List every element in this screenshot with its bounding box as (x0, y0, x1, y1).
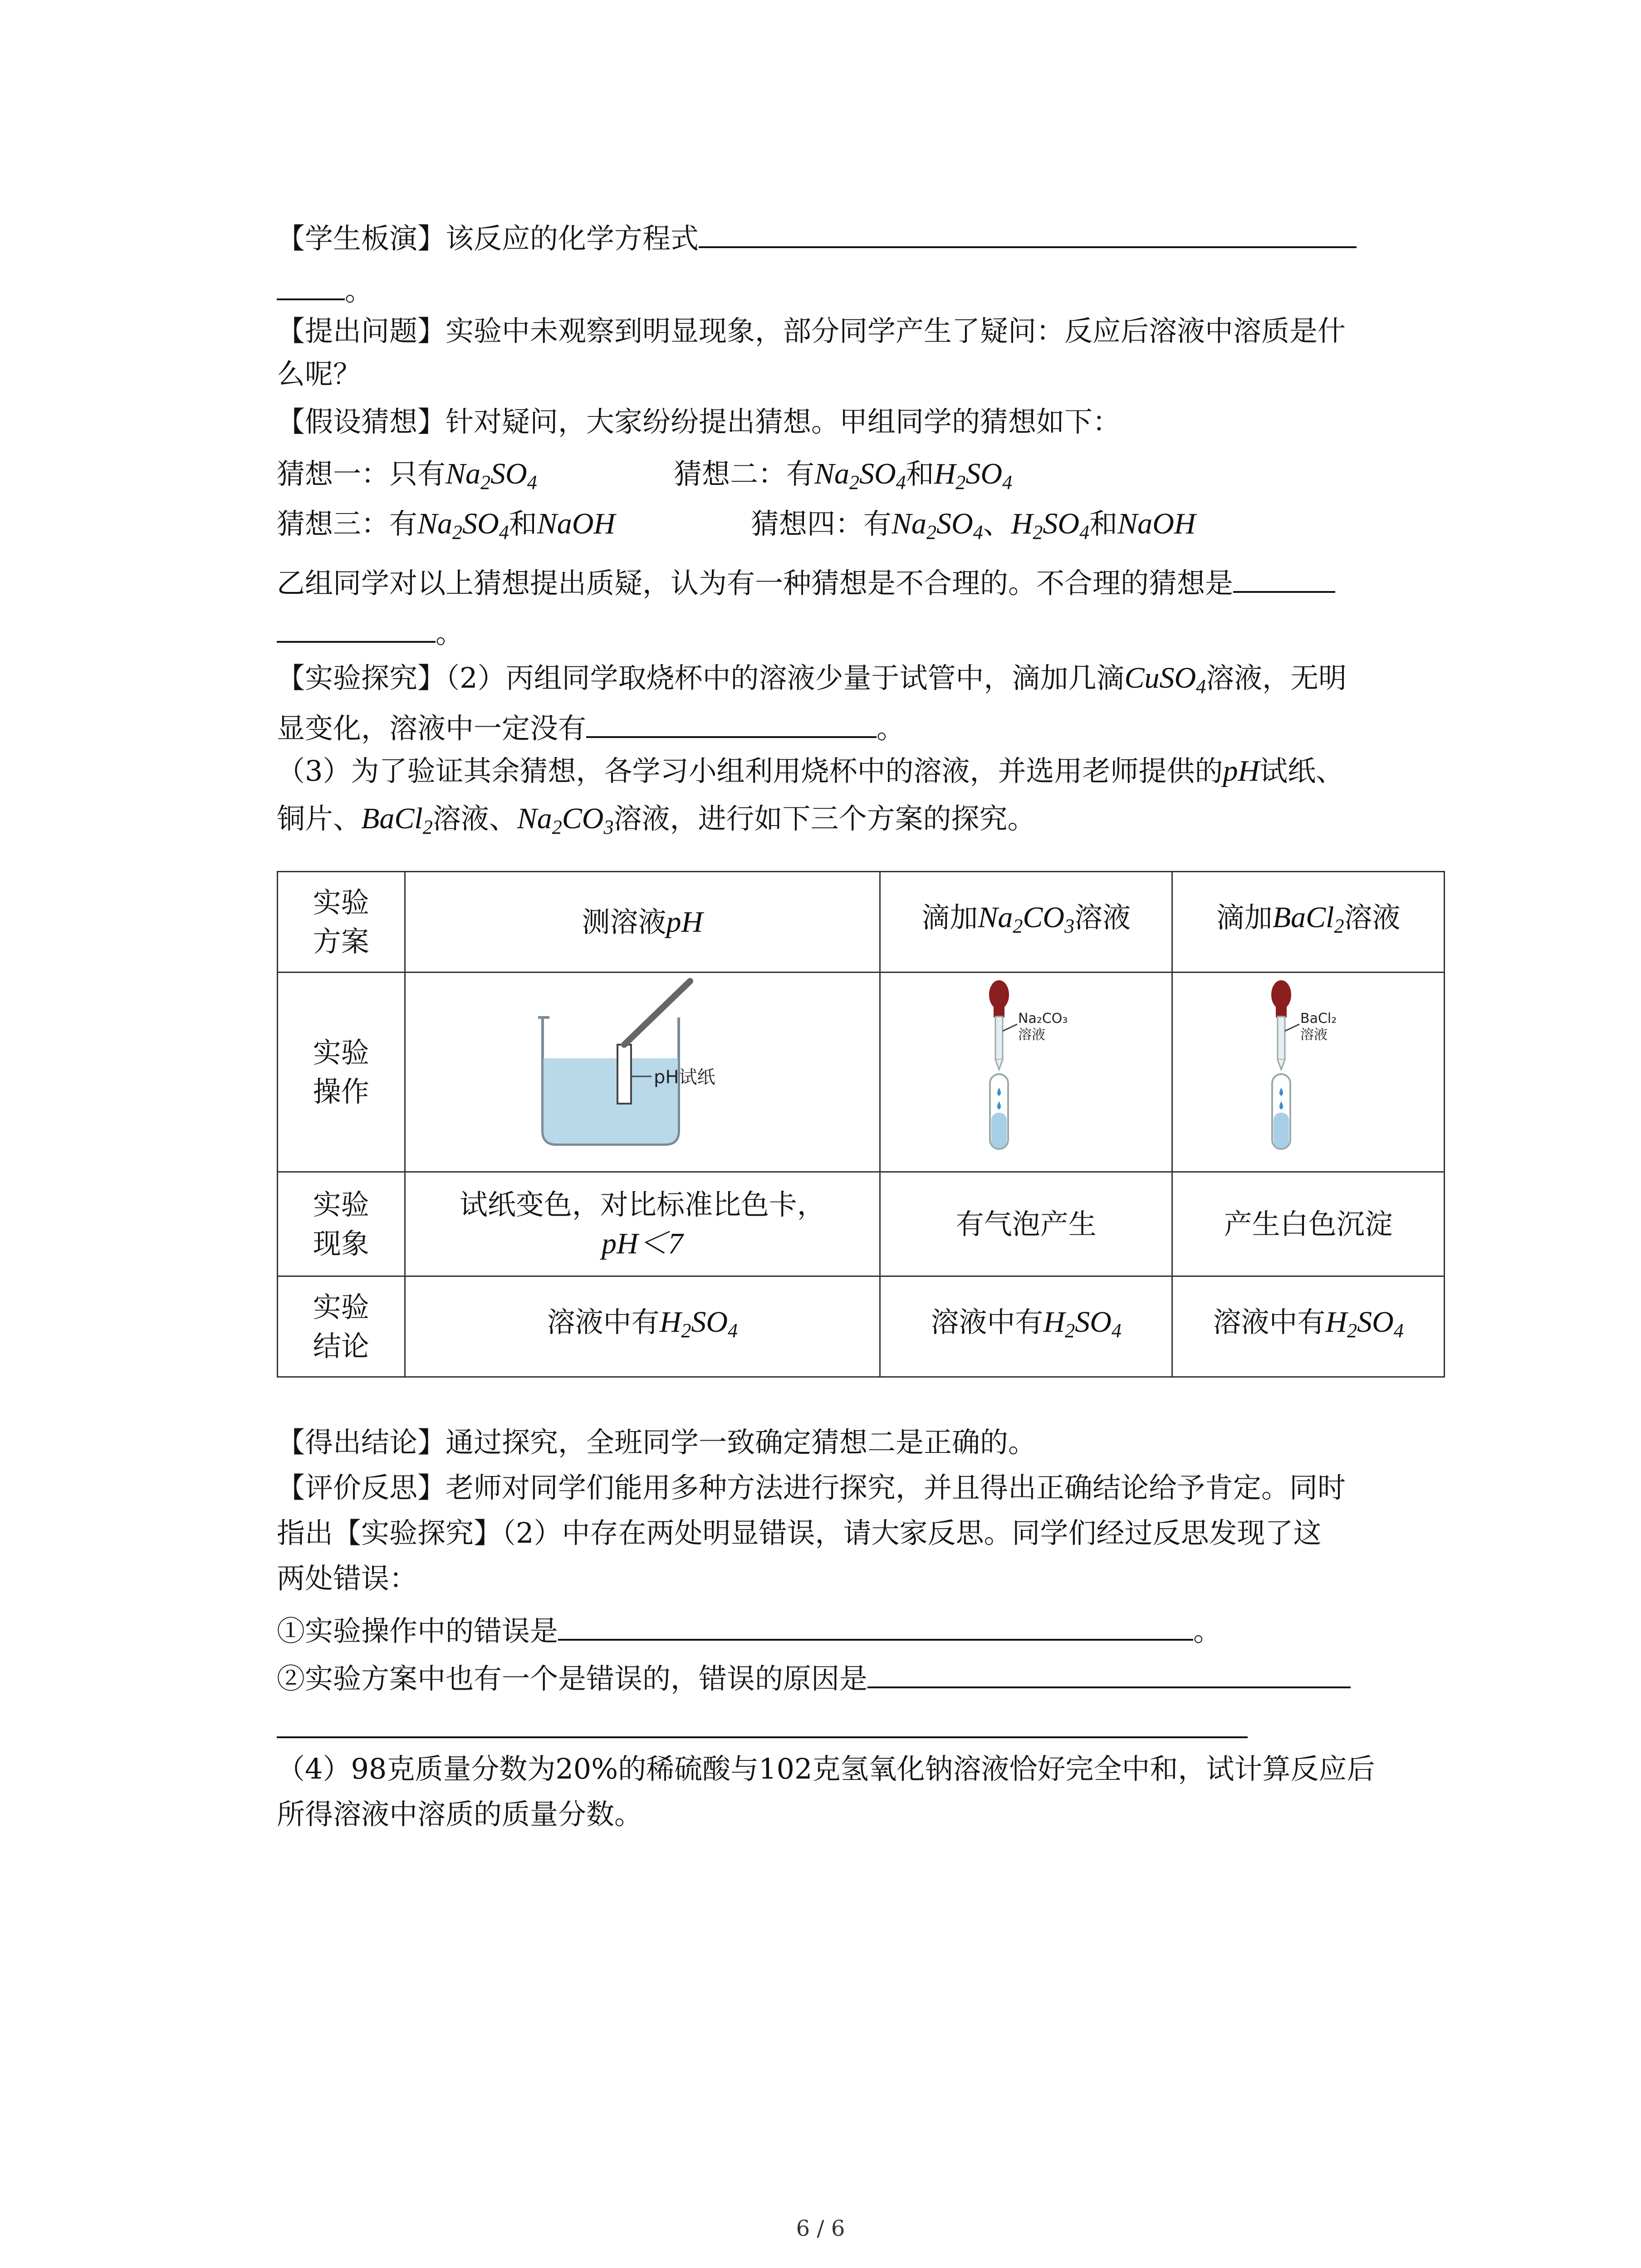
bacl2-dropper-illustration (1172, 973, 1445, 1172)
table-row (278, 973, 1445, 1172)
beaker-icon (515, 977, 769, 1158)
table-row (278, 872, 1445, 973)
explore-line-1: 【实验探究】（2）丙组同学取烧杯中的溶液少量于试管中，滴加几滴CuSO$_4$溶液，无明 (277, 661, 1347, 698)
scheme-error-blank-cont[interactable] (277, 1710, 1248, 1738)
scheme-error-line-2 (277, 1710, 1248, 1747)
svg-text:Na₂CO₃: Na₂CO₃ (1018, 1010, 1068, 1026)
row-header-operation: 实验 操作 (278, 973, 405, 1172)
scheme-line-1: （3）为了验证其余猜想，各学习小组利用烧杯中的溶液，并选用老师提供的pH试纸、 (277, 754, 1344, 787)
svg-text:溶液: 溶液 (1300, 1026, 1327, 1043)
absent-substance-blank[interactable] (586, 710, 877, 738)
reflection-line-2: 指出【实验探究】（2）中存在两处明显错误，请大家反思。同学们经过反思发现了这 (277, 1516, 1322, 1549)
row-header-scheme: 实验 方案 (278, 872, 405, 973)
unreasonable-guess-blank-cont[interactable] (277, 615, 436, 643)
reflection-line-3: 两处错误： (277, 1562, 418, 1595)
phenomenon-ph: 试纸变色，对比标准比色卡， pH＜7 (405, 1172, 880, 1276)
unreasonable-guess-blank[interactable] (1233, 565, 1335, 593)
doubt-line: 乙组同学对以上猜想提出质疑，认为有一种猜想是不合理的。不合理的猜想是 (277, 565, 1335, 601)
conclusion-line: 【得出结论】通过探究，全班同学一致确定猜想二是正确的。 (277, 1426, 1037, 1459)
scheme-na2co3: 滴加$Na_2CO_3$溶液 (880, 872, 1172, 973)
question-line-1: 【提出问题】实验中未观察到明显现象，部分同学产生了疑问：反应后溶液中溶质是什 (277, 314, 1346, 347)
explore-line-2: 显变化，溶液中一定没有 。 (277, 710, 905, 747)
phenomenon-na2co3: 有气泡产生 (880, 1172, 1172, 1276)
reflection-line-1: 【评价反思】老师对同学们能用多种方法进行探究，并且得出正确结论给予肯定。同时 (277, 1471, 1346, 1504)
calc-line-1: （4）98克质量分数为20%的稀硫酸与102克氢氧化钠溶液恰好完全中和，试计算反应后 (277, 1752, 1375, 1785)
dropper-tube-icon (1240, 977, 1376, 1158)
equation-answer-blank-cont[interactable] (277, 272, 345, 300)
ph-test-illustration (405, 973, 880, 1172)
dropper-tube-icon (958, 977, 1094, 1158)
guess-3: 猜想三：有$Na_2SO_4$和NaOH (277, 507, 616, 543)
equation-answer-blank[interactable] (699, 220, 1357, 248)
question-line-2: 么呢？ (277, 357, 362, 391)
table-row (278, 1172, 1445, 1276)
svg-text:pH试纸: pH试纸 (653, 1066, 715, 1088)
guess-1: 猜想一：只有$Na_2SO_4$ (277, 457, 537, 494)
row-header-conclusion: 实验 结论 (278, 1276, 405, 1377)
conclusion-na2co3: 溶液中有$H_2SO_4$ (880, 1276, 1172, 1377)
svg-text:BaCl₂: BaCl₂ (1300, 1010, 1337, 1026)
scheme-line-2: 铜片、BaCl$_2$溶液、$Na_2CO_3$溶液，进行如下三个方案的探究。 (277, 802, 1036, 838)
doubt-line-2: 。 (277, 615, 464, 651)
scheme-error-blank[interactable] (867, 1660, 1351, 1688)
row-header-phenomenon: 实验 现象 (278, 1172, 405, 1276)
conclusion-bacl2: 溶液中有$H_2SO_4$ (1172, 1276, 1445, 1377)
operation-error-blank[interactable] (558, 1613, 1193, 1641)
experiment-table (277, 871, 1445, 1378)
guess-2: 猜想二：有$Na_2SO_4$和$H_2SO_4$ (674, 457, 1013, 494)
hypothesis-intro: 【假设猜想】针对疑问，大家纷纷提出猜想。甲组同学的猜想如下： (277, 405, 1121, 438)
na2co3-dropper-illustration (880, 973, 1172, 1172)
student-demo-line-2: 。 (277, 272, 373, 309)
student-demo-line: 【学生板演】该反应的化学方程式 (277, 220, 1357, 257)
scheme-bacl2: 滴加BaCl$_2$溶液 (1172, 872, 1445, 973)
conclusion-ph: 溶液中有$H_2SO_4$ (405, 1276, 880, 1377)
page-number: 6 / 6 (796, 2216, 845, 2241)
calc-line-2: 所得溶液中溶质的质量分数。 (277, 1798, 643, 1831)
guess-4: 猜想四：有$Na_2SO_4$、$H_2SO_4$和NaOH (751, 507, 1196, 543)
table-row (278, 1276, 1445, 1377)
phenomenon-bacl2: 产生白色沉淀 (1172, 1172, 1445, 1276)
svg-text:溶液: 溶液 (1018, 1026, 1045, 1043)
scheme-ph: 测溶液pH (405, 872, 880, 973)
operation-error-line: ①实验操作中的错误是 。 (277, 1613, 1221, 1649)
scheme-error-line: ②实验方案中也有一个是错误的，错误的原因是 (277, 1660, 1351, 1697)
